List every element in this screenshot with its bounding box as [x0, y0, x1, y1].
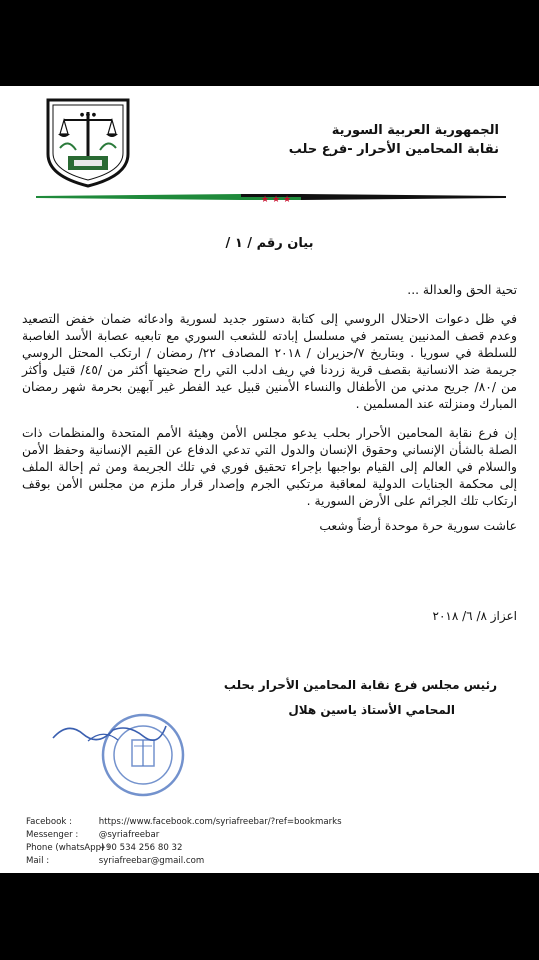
bar-association-logo: [40, 96, 136, 188]
contact-row-messenger: [26, 829, 342, 842]
svg-text:● ● ●: ● ● ●: [79, 112, 97, 118]
signatory-title: رئيس مجلس فرع نقابة المحامين الأحرار بحلب: [223, 678, 497, 692]
letter-page: [0, 86, 539, 873]
body-paragraph-2: إن فرع نقابة المحامين الأحرار بحلب يدعو مجلس الأمن وهيئة الأمم المتحدة والمنظمات ذات الصلة بالشأن الإنساني وحقوق الإنسان والدول التي تدعي الدفاع عن القيم الإنسانية وحفظ الأمن والسلام في العالم إلى القيام بواجبها بإجراء تحقيق فوري في تلك الجريمة ومن ثم إحالة الملف إلى محكمة الجنايات الدولية لمعاقبة مرتكبي الجرم وإصدار قرار ملزم من مجلس الأمن بوقف ارتكاب تلك الجرائم على الأرض السورية .: [22, 426, 517, 508]
contact-label: Facebook :: [26, 817, 73, 827]
star-icon: ★: [261, 195, 270, 203]
contact-row-facebook: [26, 816, 342, 829]
body-paragraph-1: في ظل دعوات الاحتلال الروسي إلى كتابة دستور جديد لسورية وادعائه ضمان خفض التصعيد وعدم قصف المدنيين يستمر في مسلسل إبادته للشعب السوري مع تابعيه عصابة الأسد الغاصبة للسلطة في سوريا . وبتاريخ ٧/حزيران / ٢٠١٨ المصادف ٢٢/ رمضان / ارتكب المحتل الروسي جريمة ضد الانسانية بقصف قرية زردنا في ريف ادلب التي راح ضحيتها أكثر من /٤٥/ قتيل وأكثر من /٨٠/ جريح مدني من الأطفال والنساء الأمنين قبيل عيد الفطر غير آبهين بحرمة شهر رمضان المبارك ومنزلته عند المسلمين .: [22, 312, 517, 411]
star-icon: ★: [283, 195, 292, 203]
statement-body: [22, 282, 517, 535]
phone-number[interactable]: +90 534 256 80 32: [98, 843, 183, 853]
contact-label: Messenger :: [26, 830, 79, 840]
email-address[interactable]: syriafreebar@gmail.com: [98, 856, 205, 866]
statement-title: بيان رقم / ١ /: [225, 236, 314, 251]
contact-label: Phone (whatsApp) :: [26, 843, 111, 853]
contact-row-mail: [26, 855, 342, 868]
organization-name: نقابة المحامين الأحرار -فرع حلب: [288, 142, 499, 157]
handwritten-signature: [48, 716, 168, 746]
signatory-name: المحامي الأستاذ ياسين هلال: [288, 703, 455, 717]
messenger-handle[interactable]: @syriafreebar: [98, 830, 160, 840]
facebook-link[interactable]: https://www.facebook.com/syriafreebar/?ref=bookmarks: [98, 817, 342, 827]
letterhead: [289, 121, 499, 159]
contact-info: [26, 816, 342, 868]
star-icon: ★: [272, 195, 281, 203]
country-name: الجمهورية العربية السورية: [331, 123, 499, 138]
contact-row-phone: [26, 842, 342, 855]
contact-label: Mail :: [26, 856, 50, 866]
date-place-line: اعزاز ٨/ ٦/ ٢٠١٨: [432, 609, 517, 623]
closing-line: عاشت سورية حرة موحدة أرضاً وشعب: [319, 519, 517, 533]
flag-divider: [36, 191, 506, 203]
greeting-line: تحية الحق والعدالة ...: [407, 283, 517, 297]
